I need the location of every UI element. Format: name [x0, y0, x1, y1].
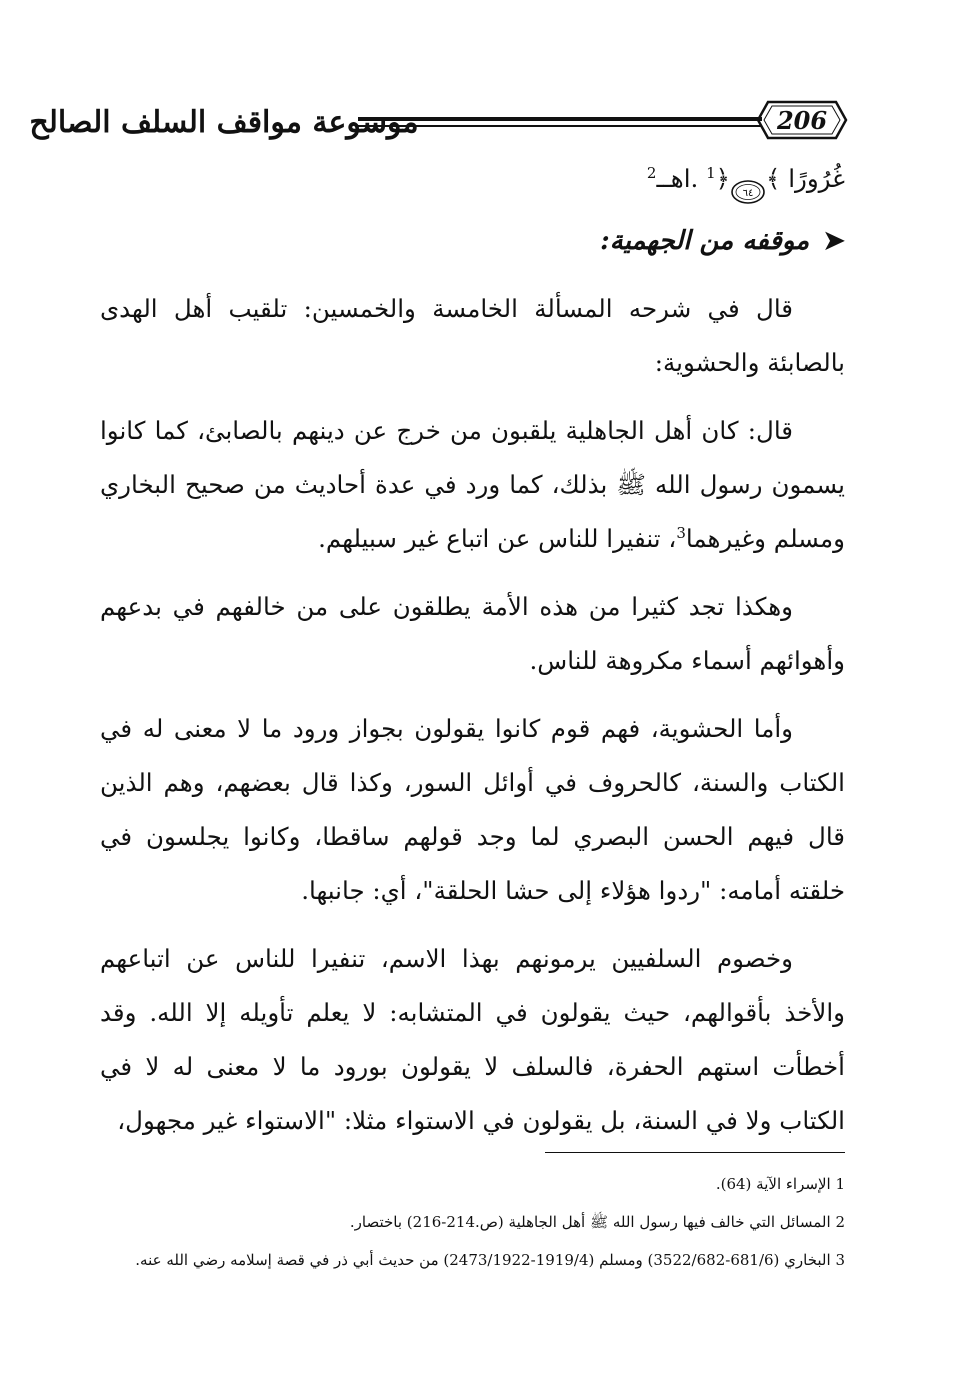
footnote-text: البخاري (681/6-3522/682) ومسلم (1919/4-2473/1922) من حديث أبي ذر في قصة إسلامه رضي الله عنه. [135, 1251, 831, 1269]
verse-bracket-icon: ﴿ [715, 164, 731, 193]
footnote-separator [545, 1152, 845, 1153]
verse-bracket-icon: ﴾ [766, 164, 781, 193]
paragraph: وأما الحشوية، فهم قوم كانوا يقولون بجواز ورود ما لا معنى له في الكتاب والسنة، كالحروف في أوائل السور، وكذا قال بعضهم، وهم الذين قال فيهم الحسن البصري لما وجد قولهم ساقطا، وكانوا يجلسون في خلقته أمامه: "ردوا هؤلاء إلى حشا الحلقة"، أي: جانبها. [100, 714, 845, 905]
page-number: 206 [776, 105, 828, 135]
paragraph-tail: ، تنفيرا للناس عن اتباع غير سبيلهم. [318, 524, 677, 553]
page-header [29, 92, 848, 154]
arrow-bullet-icon: ➤ [823, 226, 845, 256]
footnote-text: المسائل التي خالف فيها رسول الله ﷺ أهل الجاهلية (ص.214-216) باختصار. [349, 1213, 831, 1231]
paragraph: وهكذا تجد كثيرا من هذه الأمة يطلقون على من خالفهم في بدعهم وأهوائهم أسماء مكروهة للناس. [100, 592, 845, 675]
footnote-ref-1[interactable]: 1 [706, 163, 716, 182]
footnote-text: الإسراء الآية (64). [715, 1175, 831, 1193]
section-heading-text: موقفه من الجهمية: [600, 226, 810, 256]
footnote-number: 3 [835, 1251, 845, 1269]
paragraph: وخصوم السلفيين يرمونهم بهذا الاسم، تنفيرا للناس عن اتباعهم والأخذ بأقوالهم، حيث يقولون في المتشابه: لا يعلم تأويله إلا الله. وقد أخطأت استهم الحفرة، فالسلف لا يقولون بورود ما لا معنى له لا في الكتاب ولا في السنة، بل يقولون في الاستواء مثلا: "الاستواء غير مجهول، [100, 944, 845, 1135]
footnote-number: 1 [835, 1175, 845, 1193]
series-title: موسوعة مواقف السلف الصالح [29, 104, 419, 140]
footnote-number: 2 [835, 1213, 845, 1231]
verse-number: ٦٤ [742, 187, 754, 199]
verse-number-marker [730, 168, 766, 199]
footnote-ref-2[interactable]: 2 [646, 163, 657, 182]
paragraph: قال في شرحه المسألة الخامسة والخمسين: تلقيب أهل الهدى بالصابئة والحشوية: [100, 294, 845, 377]
verse-continuation-line [100, 150, 845, 208]
footnote-2 [100, 1203, 845, 1241]
footnote-3 [100, 1241, 845, 1279]
footnote-1 [100, 1165, 845, 1203]
section-heading [100, 214, 845, 268]
verse-text: غُرُورًا [788, 164, 845, 193]
paragraph-text: قال: كان أهل الجاهلية يلقبون من خرج عن دينهم بالصابئ، كما كانوا يسمون رسول الله ﷺ بذلك، كما ورد في عدة أحاديث من صحيح البخاري ومسلم وغيرهما [100, 416, 845, 553]
header-rule [358, 117, 762, 127]
page-body [100, 150, 845, 1162]
end-quote-mark: .اهــ [656, 164, 699, 193]
footnote-ref-3[interactable]: 3 [676, 523, 686, 542]
page-number-badge [756, 98, 848, 142]
footnotes [100, 1165, 845, 1279]
paragraph [100, 404, 845, 566]
